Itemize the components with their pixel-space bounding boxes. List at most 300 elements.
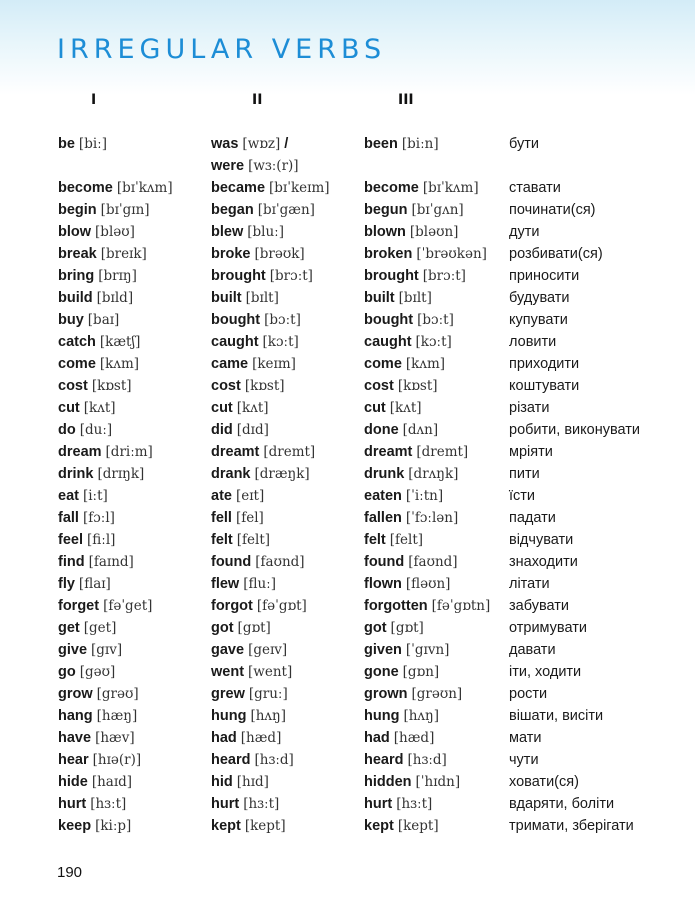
past-transcription: [hɜːt] [243,796,280,812]
base-transcription: [driːm] [105,444,153,460]
base-transcription: [drɪŋk] [97,466,145,482]
translation: літати [509,576,550,592]
past-form-cell [211,771,364,793]
base-form-cell [58,199,211,221]
participle-form: kept [364,818,394,834]
past-form: felt [211,532,233,548]
past-transcription: [brəʊk] [254,246,305,262]
base-form: grow [58,686,93,702]
past-transcription: [kɔːt] [262,334,299,350]
translation: приносити [509,268,580,284]
past-form: heard [211,752,251,768]
table-row [58,595,688,617]
past-transcription: [gruː] [248,686,288,702]
past-form-cell [211,639,364,661]
participle-transcription: [faʊnd] [408,554,458,570]
past-form: fell [211,510,232,526]
past-transcription: [keɪm] [252,356,296,372]
past-transcription: [hæd] [240,730,282,746]
past-form: did [211,422,233,438]
base-form-cell [58,595,211,617]
participle-form: caught [364,334,412,350]
participle-transcription: [gɒn] [402,664,440,680]
past-form-cell [211,243,364,265]
table-row [58,199,688,221]
base-transcription: [duː] [79,422,113,438]
past-form-cell [211,331,364,353]
participle-form: hung [364,708,400,724]
base-form: fly [58,576,75,592]
translation: вішати, висіти [509,708,604,724]
participle-form-cell [364,661,509,683]
participle-transcription: [hʌŋ] [403,708,439,724]
participle-form-cell [364,133,509,175]
past-transcription: [bɪˈkeɪm] [269,180,330,196]
participle-transcription: [kɒst] [397,378,438,394]
table-row [58,441,688,463]
participle-form: flown [364,576,402,592]
base-transcription: [kætʃ] [99,334,141,350]
participle-transcription: [hɜːt] [396,796,433,812]
participle-form-cell [364,551,509,573]
base-form: eat [58,488,79,504]
participle-transcription: [brɔːt] [422,268,466,284]
translation: забувати [509,598,569,614]
participle-form-cell [364,309,509,331]
base-form: go [58,664,76,680]
translation: розбивати(ся) [509,246,603,262]
past-form: grew [211,686,245,702]
past-form-cell [211,507,364,529]
base-transcription: [bɪld] [96,290,134,306]
participle-form: become [364,180,419,196]
past-form: went [211,664,245,680]
base-form: fall [58,510,79,526]
base-form-cell [58,815,211,837]
base-transcription: [kʌm] [99,356,140,372]
table-row [58,683,688,705]
base-form-cell [58,617,211,639]
base-transcription: [bləʊ] [95,224,135,240]
past-form: kept [211,818,241,834]
past-transcription: [went] [248,664,293,680]
translation: будувати [509,290,570,306]
participle-transcription: [felt] [389,532,424,548]
past-form-cell [211,749,364,771]
base-form-cell [58,749,211,771]
base-form: cut [58,400,80,416]
translation: мати [509,730,542,746]
participle-transcription: [hæd] [393,730,435,746]
participle-transcription: [bɪlt] [398,290,432,306]
participle-form-cell [364,419,509,441]
participle-form-cell [364,793,509,815]
base-form-cell [58,309,211,331]
past-transcription: [felt] [236,532,271,548]
past-transcription: [gɒt] [237,620,271,636]
base-form-cell [58,551,211,573]
table-row [58,375,688,397]
translation: коштувати [509,378,580,394]
past-form: was [211,136,239,152]
past-form: hung [211,708,247,724]
table-row [58,331,688,353]
base-transcription: [hɜːt] [90,796,127,812]
past-form: forgot [211,598,253,614]
participle-transcription: [gɒt] [390,620,424,636]
past-transcription: [wɒz] [242,136,281,152]
base-form: cost [58,378,88,394]
base-form-cell [58,441,211,463]
participle-form-cell [364,771,509,793]
past-transcription: [dɪd] [236,422,269,438]
participle-form: built [364,290,395,306]
past-form: cost [211,378,241,394]
base-form: buy [58,312,84,328]
participle-form: come [364,356,402,372]
past-transcription: [kʌt] [236,400,269,416]
past-form-cell [211,683,364,705]
participle-transcription: [ˈbrəʊkən] [416,246,487,262]
base-form: hang [58,708,93,724]
table-row [58,463,688,485]
participle-form: cost [364,378,394,394]
table-row [58,221,688,243]
past-form-cell [211,177,364,199]
base-transcription: [fəˈget] [103,598,153,614]
past-transcription: [hʌŋ] [250,708,286,724]
table-row [58,243,688,265]
base-form: get [58,620,80,636]
past-form-cell [211,353,364,375]
past-form-cell [211,375,364,397]
translation: приходити [509,356,580,372]
base-transcription: [haɪd] [91,774,133,790]
participle-form-cell [364,595,509,617]
past-form-cell [211,485,364,507]
translation: дути [509,224,540,240]
past-form: began [211,202,254,218]
past-transcription: [brɔːt] [269,268,313,284]
participle-form: broken [364,246,413,262]
base-form: become [58,180,113,196]
past-form-cell [211,133,364,175]
base-form: hide [58,774,88,790]
base-form-cell [58,265,211,287]
translation: купувати [509,312,568,328]
page-number: 190 [57,864,83,881]
participle-transcription: [biːn] [401,136,439,152]
table-row [58,485,688,507]
past-form: gave [211,642,245,658]
past-form-cell [211,705,364,727]
past-form-cell [211,199,364,221]
verb-rows [58,177,688,837]
participle-form-cell [364,573,509,595]
participle-transcription: [ˈgɪvn] [405,642,450,658]
base-transcription: [gəʊ] [79,664,116,680]
base-transcription: [brɪŋ] [98,268,137,284]
participle-transcription: [bɔːt] [417,312,454,328]
past-form-cell [211,815,364,837]
past-form-cell [211,441,364,463]
participle-form: drunk [364,466,405,482]
past-form: blew [211,224,244,240]
base-transcription: [bɪˈgɪn] [100,202,150,218]
participle-transcription: [kʌm] [405,356,446,372]
table-row [58,815,688,837]
base-form-cell [58,771,211,793]
participle-form-cell [364,243,509,265]
translation: пити [509,466,540,482]
base-form-cell [58,353,211,375]
past-form-cell [211,309,364,331]
translation: ховати(ся) [509,774,579,790]
past-form: caught [211,334,259,350]
table-row [58,309,688,331]
table-row [58,793,688,815]
table-row [58,705,688,727]
participle-form-cell [364,177,509,199]
participle-transcription: [drʌŋk] [408,466,459,482]
base-transcription: [breɪk] [100,246,147,262]
base-form: have [58,730,92,746]
participle-form-cell [364,639,509,661]
participle-form-cell [364,683,509,705]
table-row [58,353,688,375]
past-form: found [211,554,252,570]
base-form-cell [58,287,211,309]
participle-transcription: [fləʊn] [405,576,451,592]
participle-transcription: [dʌn] [402,422,439,438]
past-form-cell [211,397,364,419]
base-form: find [58,554,85,570]
participle-form: had [364,730,390,746]
base-form-cell [58,419,211,441]
base-form-cell [58,639,211,661]
past-form-cell [211,595,364,617]
past-transcription: [bɪlt] [245,290,279,306]
past-transcription: [eɪt] [235,488,265,504]
past-form: built [211,290,242,306]
base-form-cell [58,705,211,727]
participle-form: brought [364,268,419,284]
past-form: cut [211,400,233,416]
base-form-cell [58,683,211,705]
participle-form: found [364,554,405,570]
participle-form-cell [364,485,509,507]
table-row [58,573,688,595]
participle-form: fallen [364,510,402,526]
base-form: keep [58,818,92,834]
page-title: IRREGULAR VERBS [57,34,387,65]
base-form-cell [58,507,211,529]
base-transcription: [iːt] [82,488,108,504]
participle-form-cell [364,463,509,485]
past-form: came [211,356,249,372]
past-form: bought [211,312,261,328]
translation: відчувати [509,532,574,548]
translation: давати [509,642,556,658]
participle-form: hurt [364,796,393,812]
base-form-cell [58,243,211,265]
base-transcription: [bɪˈkʌm] [116,180,173,196]
participle-form: been [364,136,398,152]
participle-form-cell [364,529,509,551]
table-row [58,551,688,573]
past-form: had [211,730,237,746]
participle-form-cell [364,331,509,353]
translation: їсти [509,488,536,504]
base-form: catch [58,334,96,350]
participle-form: heard [364,752,404,768]
past-transcription: [bɪˈgæn] [257,202,315,218]
past-form: became [211,180,266,196]
base-form: blow [58,224,92,240]
past-form: flew [211,576,240,592]
participle-form-cell [364,727,509,749]
table-row [58,749,688,771]
base-form-cell [58,177,211,199]
participle-form: hidden [364,774,412,790]
base-transcription: [get] [83,620,117,636]
base-transcription: [fɔːl] [82,510,115,526]
base-transcription: [flaɪ] [78,576,111,592]
past-form: broke [211,246,251,262]
participle-form: got [364,620,387,636]
base-form-cell [58,661,211,683]
participle-form: cut [364,400,386,416]
participle-form: begun [364,202,408,218]
past-transcription: [fel] [235,510,264,526]
translation: отримувати [509,620,587,636]
table-row [58,177,688,199]
participle-form-cell [364,397,509,419]
translation: робити, виконувати [509,422,640,438]
translation: тримати, зберігати [509,818,634,834]
translation: рости [509,686,548,702]
participle-form: eaten [364,488,402,504]
participle-transcription: [kept] [397,818,439,834]
past-form-cell [211,617,364,639]
participle-form-cell [364,221,509,243]
past-form: drank [211,466,251,482]
base-form: build [58,290,93,306]
base-form-cell [58,793,211,815]
past-form-cell [211,573,364,595]
base-form: give [58,642,88,658]
participle-transcription: [ˈfɔːlən] [405,510,459,526]
past-form-cell [211,727,364,749]
column-header-participle: III [398,92,414,108]
past-transcription: [kɒst] [244,378,285,394]
translation: ставати [509,180,561,196]
past-transcription: [bɔːt] [264,312,301,328]
participle-form-cell [364,617,509,639]
participle-form-cell [364,375,509,397]
table-row [58,639,688,661]
table-row [58,529,688,551]
participle-transcription: [ˈiːtn] [405,488,444,504]
translation: бути [509,136,539,152]
base-transcription: [kiːp] [95,818,132,834]
base-form-cell [58,221,211,243]
participle-transcription: [dremt] [416,444,469,460]
base-transcription: [kɒst] [91,378,132,394]
participle-form: grown [364,686,408,702]
past-form: hurt [211,796,240,812]
column-header-base: I [91,92,97,108]
participle-transcription: [ˈhɪdn] [415,774,461,790]
past-form-cell [211,551,364,573]
base-transcription: [hæŋ] [96,708,138,724]
base-form-cell [58,463,211,485]
participle-transcription: [bɪˈgʌn] [411,202,464,218]
base-form-cell [58,397,211,419]
base-form: bring [58,268,95,284]
past-form: brought [211,268,266,284]
participle-transcription: [kʌt] [389,400,422,416]
base-form: dream [58,444,102,460]
slash-separator: / [284,136,289,152]
participle-transcription: [grəʊn] [411,686,463,702]
participle-form: done [364,422,399,438]
base-form-cell [58,485,211,507]
participle-form: gone [364,664,399,680]
past-form-cell [211,287,364,309]
participle-form-cell [364,749,509,771]
participle-form-cell [364,265,509,287]
base-form-cell [58,529,211,551]
past-transcription: [hɪd] [236,774,269,790]
table-row [58,727,688,749]
participle-form: felt [364,532,386,548]
past-form-cell [211,661,364,683]
past-transcription: [faʊnd] [255,554,305,570]
table-row-be [58,133,688,175]
base-transcription: [hæv] [95,730,135,746]
base-form-cell [58,133,211,175]
past-form-cell [211,529,364,551]
participle-form: bought [364,312,414,328]
base-form: hear [58,752,89,768]
participle-form-cell [364,705,509,727]
base-transcription: [gɪv] [91,642,123,658]
base-form: be [58,136,75,152]
past-form-cell [211,419,364,441]
past-form: hid [211,774,233,790]
participle-transcription: [bɪˈkʌm] [422,180,479,196]
past-transcription: [fluː] [243,576,276,592]
past-form-cell [211,793,364,815]
participle-form-cell [364,199,509,221]
base-form: feel [58,532,83,548]
participle-form: dreamt [364,444,413,460]
past-form: dreamt [211,444,260,460]
base-transcription: [fiːl] [87,532,116,548]
base-form: hurt [58,796,87,812]
participle-form-cell [364,815,509,837]
past-form-cell [211,463,364,485]
past-form-cell [211,221,364,243]
translation: іти, ходити [509,664,582,680]
translation: падати [509,510,556,526]
participle-transcription: [kɔːt] [415,334,452,350]
base-transcription: [grəʊ] [96,686,139,702]
table-row [58,419,688,441]
past-transcription-plural: [wɜː(r)] [248,158,299,174]
past-transcription: [fəˈgɒt] [256,598,307,614]
